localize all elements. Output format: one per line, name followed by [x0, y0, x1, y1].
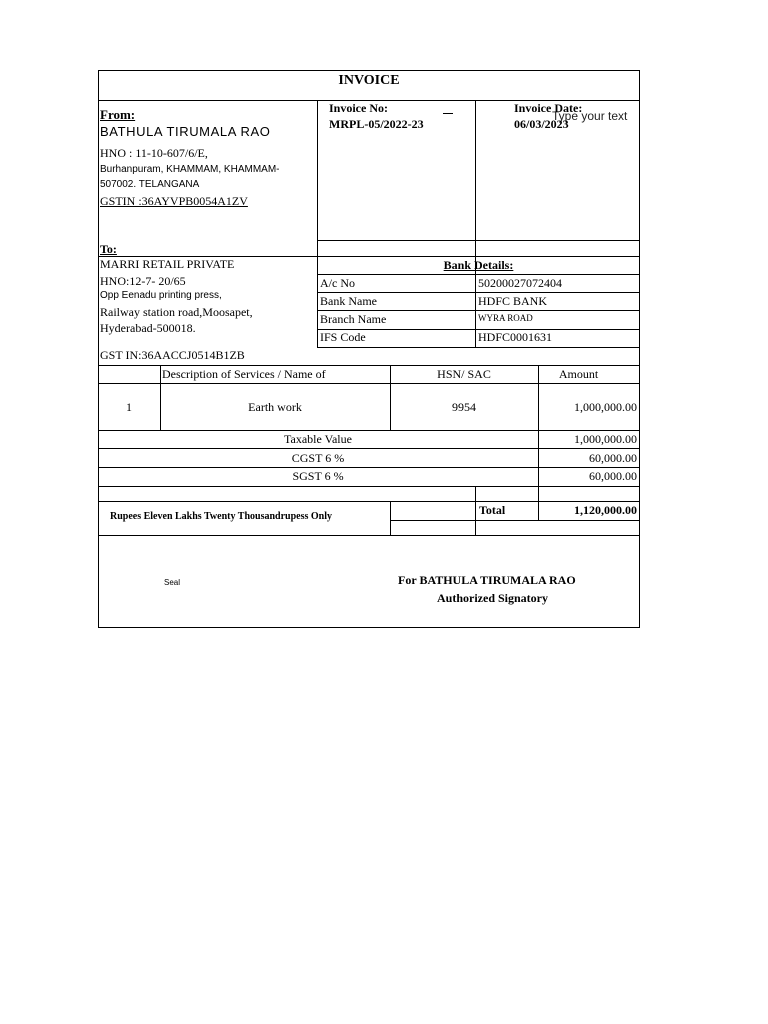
bank-row-value: HDFC BANK	[478, 294, 548, 308]
taxable-value-amount: 1,000,000.00	[574, 432, 637, 446]
col-header-amount: Amount	[558, 367, 599, 381]
item-description: Earth work	[248, 400, 302, 414]
bank-row-value: WYRA ROAD	[478, 313, 533, 323]
overlay-text: Type your text	[552, 109, 628, 123]
to-label: To:	[100, 242, 117, 256]
sgst-amount: 60,000.00	[589, 469, 637, 483]
invoice-no-label: Invoice No:	[329, 101, 388, 115]
from-address-line2: 507002. TELANGANA	[100, 179, 200, 190]
cgst-amount: 60,000.00	[589, 451, 637, 465]
item-sno: 1	[126, 400, 132, 414]
invoice-date-label: Invoice Date:	[514, 101, 583, 115]
invoice-no-value: MRPL-05/2022-23	[329, 117, 424, 131]
invoice-title: INVOICE	[338, 73, 400, 88]
to-address-line1: Opp Eenadu printing press,	[100, 290, 222, 301]
item-amount: 1,000,000.00	[574, 400, 637, 414]
dash-mark	[443, 113, 453, 114]
item-hsn: 9954	[452, 400, 476, 414]
bank-row-label: Branch Name	[320, 312, 387, 326]
col-header-description: Description of Services / Name of	[162, 367, 326, 381]
bank-row-label: IFS Code	[320, 330, 366, 344]
to-address-line3: Hyderabad-500018.	[100, 321, 196, 335]
bank-row-label: Bank Name	[320, 294, 377, 308]
taxable-value-label: Taxable Value	[284, 432, 352, 446]
to-gstin: GST IN:36AACCJ0514B1ZB	[100, 348, 245, 362]
to-name: MARRI RETAIL PRIVATE	[100, 257, 235, 271]
from-address-line1: Burhanpuram, KHAMMAM, KHAMMAM-	[100, 164, 280, 175]
from-name: BATHULA TIRUMALA RAO	[100, 124, 271, 139]
from-gstin: GSTIN :36AYVPB0054A1ZV	[100, 194, 248, 208]
bank-row-value: HDFC0001631	[478, 330, 553, 344]
cgst-label: CGST 6 %	[291, 451, 345, 465]
bank-row-label: A/c No	[320, 276, 355, 290]
col-header-hsn: HSN/ SAC	[437, 367, 491, 381]
from-hno: HNO : 11-10-607/6/E,	[100, 146, 208, 160]
to-hno: HNO:12-7- 20/65	[100, 274, 186, 288]
bank-details-title: Bank Details:	[443, 258, 514, 272]
total-label: Total	[479, 503, 506, 517]
invoice-date-value: 06/03/2023	[514, 117, 569, 131]
to-address-line2: Railway station road,Moosapet,	[100, 305, 253, 319]
bank-row-value: 50200027072404	[478, 276, 562, 290]
amount-in-words: Rupees Eleven Lakhs Twenty Thousandrupess Only	[110, 511, 333, 522]
from-label: From:	[100, 107, 136, 122]
authorized-signatory: Authorized Signatory	[437, 591, 548, 605]
sgst-label: SGST 6 %	[292, 469, 344, 483]
total-value: 1,120,000.00	[574, 503, 637, 517]
for-line: For BATHULA TIRUMALA RAO	[398, 573, 576, 587]
seal-label: Seal	[164, 578, 181, 587]
